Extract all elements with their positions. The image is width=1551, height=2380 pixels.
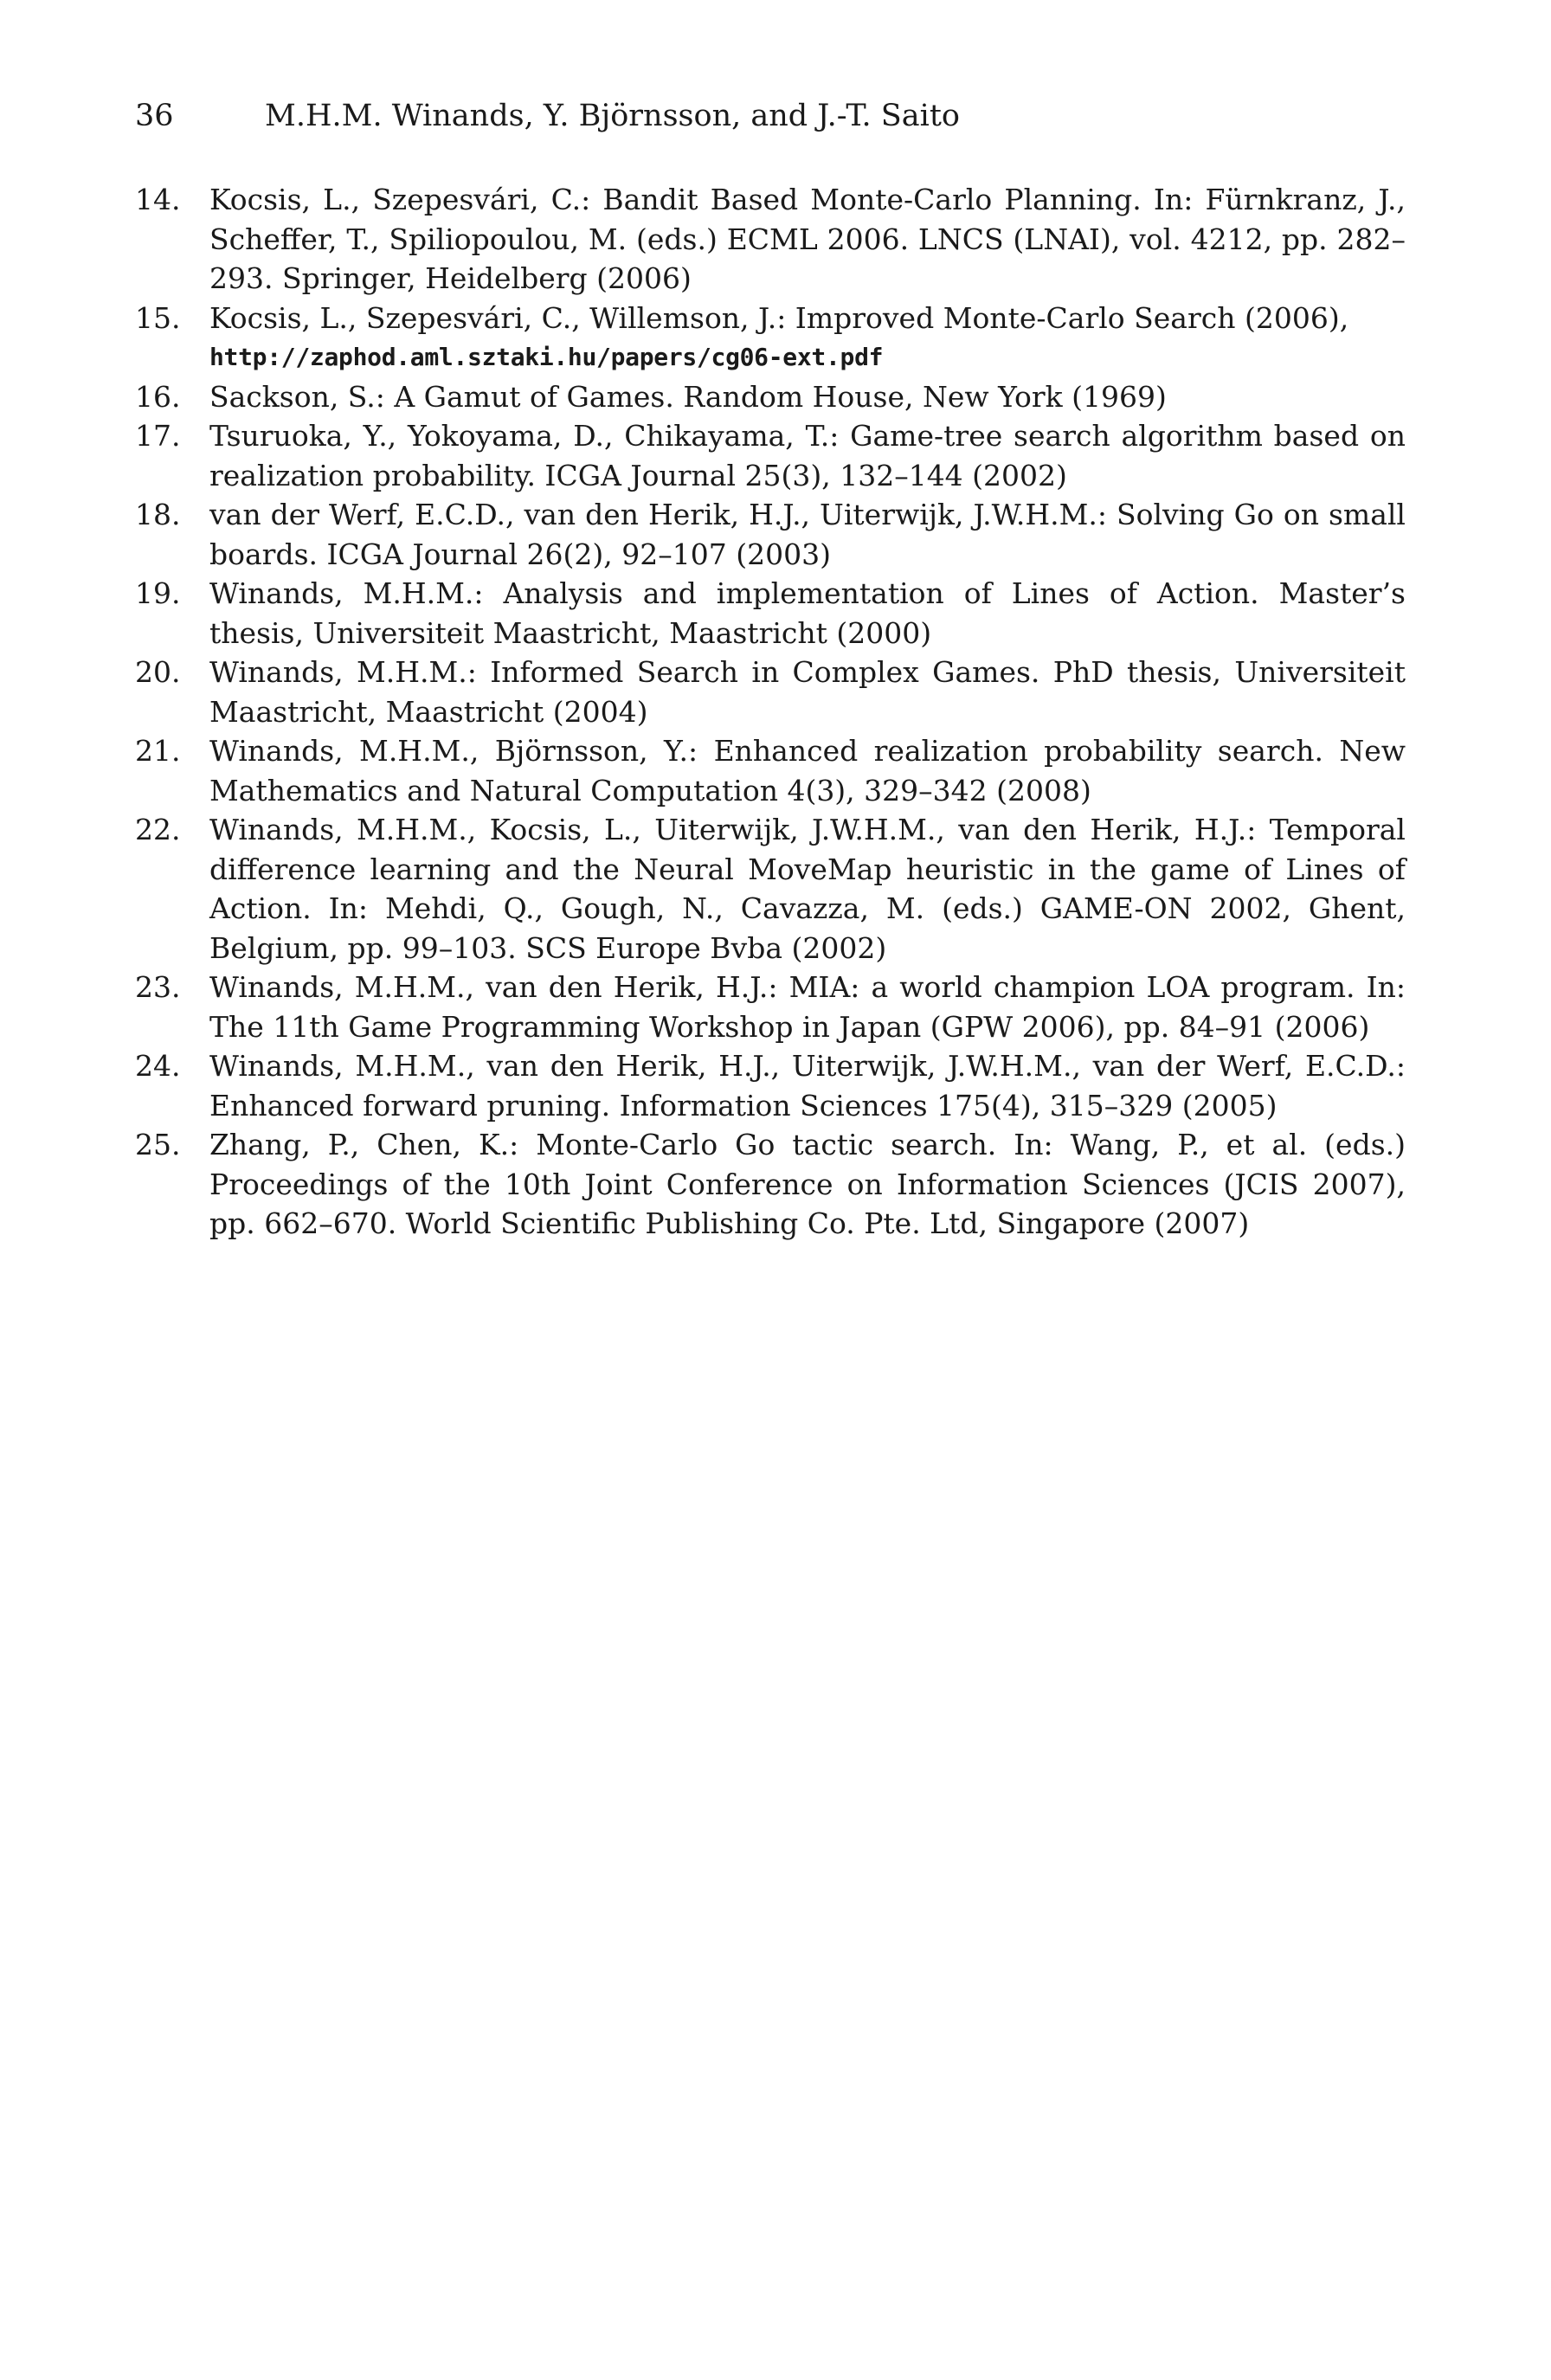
- reference-number: 21.: [135, 734, 181, 768]
- reference-item: [135, 968, 1406, 1046]
- reference-text: Winands, M.H.M.: Analysis and implementation of Lines of Action. Master’s thesis, Universiteit Maastricht, Maastricht (2000): [209, 576, 1406, 650]
- reference-text: Kocsis, L., Szepesvári, C., Willemson, J.: Improved Monte-Carlo Search (2006),: [209, 300, 1349, 335]
- reference-text: Winands, M.H.M., Björnsson, Y.: Enhanced realization probability search. New Mathematics and Natural Computation 4(3), 329–342 (2008): [209, 734, 1406, 807]
- reference-number: 18.: [135, 498, 181, 531]
- page-number: 36: [135, 99, 174, 133]
- reference-number: 23.: [135, 970, 181, 1004]
- reference-text: van der Werf, E.C.D., van den Herik, H.J., Uiterwijk, J.W.H.M.: Solving Go on small boards. ICGA Journal 26(2), 92–107 (2003): [209, 498, 1406, 571]
- reference-number: 25.: [135, 1128, 181, 1161]
- reference-number: 22.: [135, 813, 181, 846]
- reference-number: 20.: [135, 655, 181, 689]
- reference-text: Winands, M.H.M., van den Herik, H.J., Uiterwijk, J.W.H.M., van der Werf, E.C.D.: Enhanced forward pruning. Information Sciences 175(4), 315–329 (2005): [209, 1049, 1406, 1122]
- reference-number: 17.: [135, 419, 181, 453]
- reference-item: [135, 810, 1406, 968]
- reference-text: Winands, M.H.M., Kocsis, L., Uiterwijk, J.W.H.M., van den Herik, H.J.: Temporal difference learning and the Neural MoveMap heuristic in the game of Lines of Action. In: Mehdi, Q., Gough, N., Cavazza, M. (eds.) GAME-ON 2002, Ghent, Belgium, pp. 99–103. SCS Europe Bvba (2002): [209, 813, 1406, 965]
- reference-item: [135, 653, 1406, 731]
- reference-item: [135, 731, 1406, 810]
- running-head: [135, 93, 960, 138]
- reference-number: 16.: [135, 379, 181, 414]
- reference-text: Winands, M.H.M.: Informed Search in Complex Games. PhD thesis, Universiteit Maastricht, Maastricht (2004): [209, 655, 1406, 729]
- reference-item: [135, 377, 1406, 417]
- reference-list: [135, 180, 1406, 1244]
- reference-item: [135, 495, 1406, 574]
- reference-text: Zhang, P., Chen, K.: Monte-Carlo Go tactic search. In: Wang, P., et al. (eds.) Proceedings of the 10th Joint Conference on Information Sciences (JCIS 2007), pp. 662–670. World Scientific Publishing Co. Pte. Ltd, Singapore (2007): [209, 1128, 1406, 1240]
- running-head-authors: M.H.M. Winands, Y. Björnsson, and J.-T. Saito: [265, 99, 960, 133]
- reference-item: [135, 574, 1406, 653]
- reference-number: 24.: [135, 1049, 181, 1083]
- reference-text: Tsuruoka, Y., Yokoyama, D., Chikayama, T.: Game-tree search algorithm based on realization probability. ICGA Journal 25(3), 132–144 (2002): [209, 419, 1406, 492]
- reference-item: [135, 299, 1406, 377]
- reference-number: 14.: [135, 183, 181, 216]
- reference-number: 15.: [135, 300, 181, 335]
- reference-url-link[interactable]: http://zaphod.aml.sztaki.hu/papers/cg06-ext.pdf: [209, 343, 884, 371]
- reference-item: [135, 180, 1406, 299]
- reference-item: [135, 416, 1406, 495]
- reference-text: Kocsis, L., Szepesvári, C.: Bandit Based Monte-Carlo Planning. In: Fürnkranz, J., Scheffer, T., Spiliopoulou, M. (eds.) ECML 2006. LNCS (LNAI), vol. 4212, pp. 282–293. Springer, Heidelberg (2006): [209, 183, 1406, 295]
- reference-text: Sackson, S.: A Gamut of Games. Random House, New York (1969): [209, 379, 1167, 414]
- reference-item: [135, 1125, 1406, 1244]
- reference-text: Winands, M.H.M., van den Herik, H.J.: MIA: a world champion LOA program. In: The 11th Game Programming Workshop in Japan (GPW 2006), pp. 84–91 (2006): [209, 970, 1406, 1044]
- reference-number: 19.: [135, 576, 181, 610]
- reference-item: [135, 1046, 1406, 1125]
